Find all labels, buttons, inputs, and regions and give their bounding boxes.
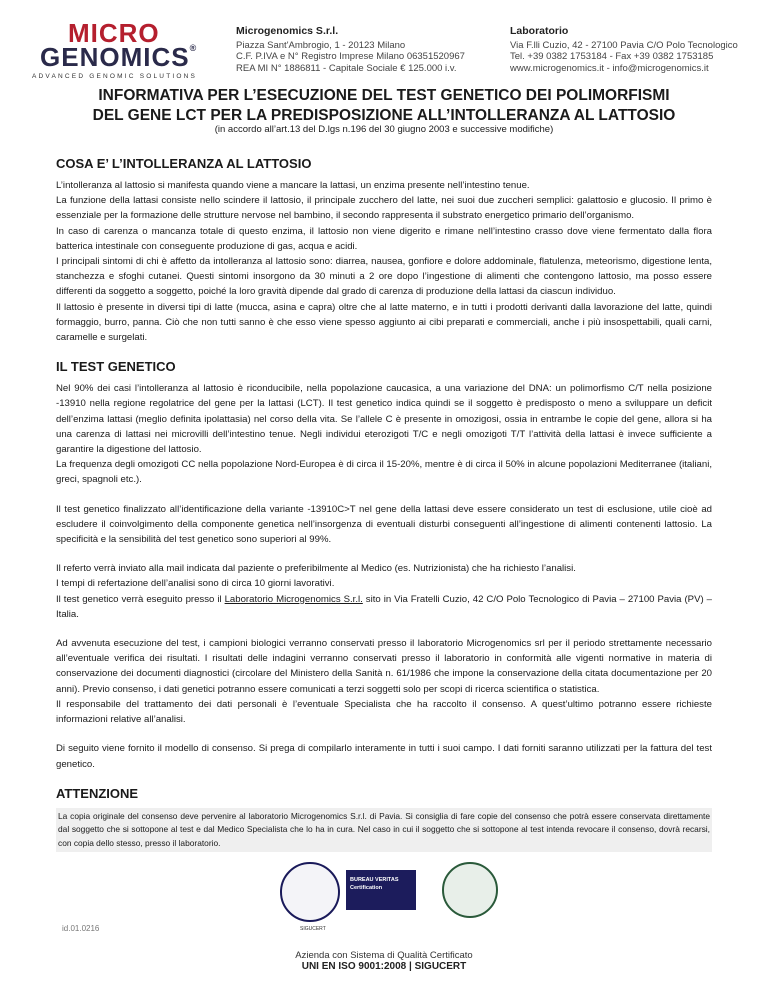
title-line-2: DEL GENE LCT PER LA PREDISPOSIZIONE ALL’INTOLLERANZA AL LATTOSIO bbox=[92, 107, 676, 124]
lab-web[interactable]: www.microgenomics.it - info@microgenomics.it bbox=[510, 62, 709, 74]
paragraph: Ad avvenuta esecuzione del test, i campioni biologici verranno conservati presso il laboratorio Microgenomics srl per il periodo strettamente necessario all’eventuale verifica dei risultati. I risultati delle indagini verranno conservati presso il laboratorio in conformità alle vigenti normative in materia di conservazione dei documenti diagnostici (circolare del Ministero della Sanità n. 61/1986 che impone la conservazione della citata documentazione per 20 anni). Previo consenso, i dati genetici potranno essere comunicati a terzi soggetti solo per scopi di ricerca scientifica o statistica. bbox=[56, 638, 712, 695]
lab-address: Via F.lli Cuzio, 42 - 27100 Pavia C/O Polo Tecnologico bbox=[510, 39, 738, 51]
title-line-1: INFORMATIVA PER L’ESECUZIONE DEL TEST GENETICO DEI POLIMORFISMI bbox=[98, 87, 670, 104]
company-address: Piazza Sant'Ambrogio, 1 - 20123 Milano bbox=[236, 39, 406, 51]
document-subtitle: (in accordo all’art.13 del D.lgs n.196 del 30 giugno 2003 e successive modifiche) bbox=[214, 124, 554, 135]
logo-text-micro: MICRO bbox=[68, 18, 160, 48]
quality-statement bbox=[0, 950, 768, 972]
paragraph: Il lattosio è presente in diversi tipi di latte (mucca, asina e capra) oltre che al latte materno, e in tutti i prodotti derivanti dalla lavorazione del latte, quindi formaggio, burro, panna. Ciò che non tutti sanno è che esso viene spesso aggiunto ai cibi preparati e commerciali, anche i più insospettabili, quali carni, caramelle e surgelati. bbox=[56, 301, 712, 344]
paragraph: Il test genetico verrà eseguito presso il Laboratorio Microgenomics S.r.l. sito in Via Fratelli Cuzio, 42 C/O Polo Tecnologico di Pavia – 27100 Pavia (PV) – Italia. bbox=[56, 593, 712, 620]
lab-phone: Tel. +39 0382 1753184 - Fax +39 0382 1753185 bbox=[510, 51, 714, 62]
certification-logos bbox=[280, 862, 490, 942]
sigucert-seal-icon bbox=[280, 862, 340, 922]
lab-link[interactable]: Laboratorio Microgenomics S.r.l. bbox=[224, 593, 363, 605]
section-heading-intolerance: COSA E’ L’INTOLLERANZA AL LATTOSIO bbox=[56, 156, 312, 171]
paragraph: Il responsabile del trattamento dei dati personali è l’eventuale Specialista che ha raccolto il consenso. A quest’ultimo potranno essere richieste informazioni relative all’analisi. bbox=[56, 698, 712, 726]
quality-line-1: Azienda con Sistema di Qualità Certificato bbox=[295, 950, 473, 961]
lab-info bbox=[510, 26, 738, 74]
document-body bbox=[56, 156, 712, 852]
paragraph: In caso di carenza o mancanza totale di questo enzima, il lattosio non viene digerito e rimane nell’intestino crasso dove viene fermentato dalla flora batterica intestinale con conseguente produzione di gas, acqua e acidi. bbox=[56, 225, 712, 252]
section-heading-genetic-test: IL TEST GENETICO bbox=[56, 359, 176, 375]
paragraph: Il referto verrà inviato alla mail indicata dal paziente o preferibilmente al Medico (es. Nutrizionista) che ha richiesto l’analisi. bbox=[56, 563, 576, 575]
paragraph: I tempi di refertazione dell’analisi sono di circa 10 giorni lavorativi. bbox=[56, 578, 335, 590]
accredia-seal-icon bbox=[442, 862, 498, 918]
paragraph: Nel 90% dei casi l’intolleranza al lattosio è riconducibile, nella popolazione caucasica, a una variazione del DNA: un polimorfismo C/T nella posizione -13910 nella regione regolatrice del gene per la lattasi (LCT). Il test genetico indica quindi se il soggetto è predisposto o meno a sviluppare un deficit dell’enzima lattasi (meglio definita ipolattasia) nel corso della vita. Se l’allele C è presente in omozigosi, ossia in entrambe le copie del gene, allora si ha una carenza di lattasi nei microvilli dell’intestino tenue. Negli individui eterozigoti T/C e negli omozigoti T/T l’attività della lattasi è invece sufficiente a garantire la digestione del lattosio. bbox=[56, 383, 712, 456]
quality-line-2: UNI EN ISO 9001:2008 | SIGUCERT bbox=[301, 961, 467, 972]
paragraph: La funzione della lattasi consiste nello scindere il lattosio, il principale zucchero del latte, nei suoi due zuccheri semplici: galattosio e glucosio. Il primo è essenziale per la formazione delle strutture nervose nel bambino, il secondo rappresenta il substrato energetico primario dell’organismo. bbox=[56, 195, 712, 222]
microgenomics-logo bbox=[30, 18, 210, 78]
document-title bbox=[0, 86, 768, 126]
company-name: Microgenomics S.r.l. bbox=[236, 25, 339, 37]
company-registry: C.F. P.IVA e N° Registro Imprese Milano 06351520967 bbox=[236, 51, 465, 62]
paragraph: I principali sintomi di chi è affetto da intolleranza al lattosio sono: diarrea, nausea, gonfiore e dolore addominale, flatulenza, meteorismo, digestione lenta, stanchezza e sfoghi cutanei. Questi sintomi insorgono da 30 minuti a 2 ore dopo l’ingestione di alimenti che contengono lattosio, ma posso essere differenti da soggetto a soggetto, poiché la loro gravità dipende dal grado di carenza di produzione della lattasi da ciascun individuo. bbox=[56, 256, 712, 298]
attention-box: La copia originale del consenso deve pervenire al laboratorio Microgenomics S.r.l. di Pavia. Si consiglia di fare copie del consenso che potrà essere conservata direttamente dal soggetto che si sottopone al test e dal Medico Specialista che lo ha in cura. Nel caso in cui il soggetto che si sottopone al test intenda revocare il consenso, dovrà recarsi, con copia dello stesso, presso il laboratorio. bbox=[56, 808, 712, 853]
logo-tagline: ADVANCED GENOMIC SOLUTIONS bbox=[32, 73, 198, 80]
logo-text-genomics: GENOMICS® bbox=[40, 42, 198, 72]
section-heading-attention: ATTENZIONE bbox=[56, 785, 139, 801]
lab-name: Laboratorio bbox=[510, 25, 569, 37]
sigucert-caption: SIGUCERT bbox=[300, 926, 326, 932]
paragraph: Di seguito viene fornito il modello di consenso. Si prega di compilarlo interamente in tutti i suoi campo. I dati forniti saranno utilizzati per la fattura del test genetico. bbox=[56, 743, 712, 770]
document-id: id.01.0216 bbox=[62, 924, 100, 933]
paragraph: Il test genetico finalizzato all’identificazione della variante -13910C>T nel gene della lattasi deve essere considerato un test di esclusione, utile cioè ad escludere il coinvolgimento della componente genetica nell’insorgenza di eventuali disturbi conseguenti all’ingestione di alimenti contenenti lattosio. La specificità e la sensibilità del test genetico sono superiori al 99%. bbox=[56, 503, 712, 546]
bureau-veritas-text: BUREAU VERITAS Certification bbox=[350, 877, 399, 891]
paragraph: La frequenza degli omozigoti CC nella popolazione Nord-Europea è di circa il 15-20%, mentre è di circa il 50% in alcune popolazioni Mediterranee (italiani, greci, spagnoli etc.). bbox=[56, 459, 712, 486]
page-header bbox=[0, 0, 768, 80]
paragraph: L’intolleranza al lattosio si manifesta quando viene a mancare la lattasi, un enzima presente nell’intestino tenue. bbox=[56, 180, 530, 191]
company-rea: REA MI N° 1886811 - Capitale Sociale € 125.000 i.v. bbox=[236, 62, 457, 74]
company-info bbox=[236, 26, 465, 74]
